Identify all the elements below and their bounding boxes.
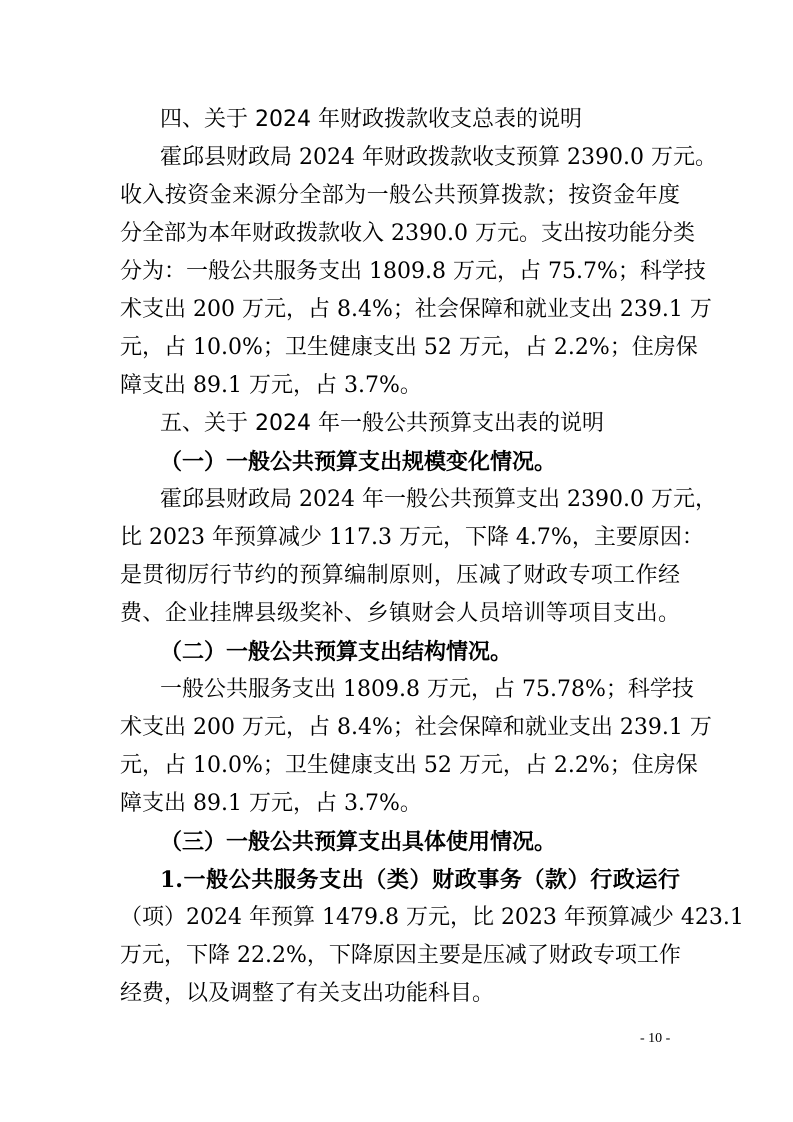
paragraph-line: 万元，下降 22.2%，下降原因主要是压减了财政专项工作 bbox=[120, 943, 681, 968]
paragraph-line: （项）2024 年预算 1479.8 万元，比 2023 年预算减少 423.1 bbox=[120, 905, 744, 930]
paragraph-line: 经费，以及调整了有关支出功能科目。 bbox=[120, 981, 495, 1006]
page-number: - 10 - bbox=[640, 1031, 671, 1046]
paragraph-line: 比 2023 年预算减少 117.3 万元，下降 4.7%，主要原因： bbox=[120, 525, 704, 550]
paragraph-line: 障支出 89.1 万元，占 3.7%。 bbox=[120, 373, 422, 398]
paragraph-line: 霍邱县财政局 2024 年一般公共预算支出 2390.0 万元， bbox=[160, 487, 717, 512]
subsection-heading-3: （三）一般公共预算支出具体使用情况。 bbox=[160, 829, 557, 855]
paragraph-line: 一般公共服务支出 1809.8 万元，占 75.78%；科学技 bbox=[160, 677, 694, 702]
paragraph-line: 分为：一般公共服务支出 1809.8 万元，占 75.7%；科学技 bbox=[120, 259, 706, 284]
paragraph-line: 分全部为本年财政拨款收入 2390.0 万元。支出按功能分类 bbox=[120, 221, 695, 246]
paragraph-line: 术支出 200 万元，占 8.4%；社会保障和就业支出 239.1 万 bbox=[120, 297, 712, 322]
paragraph-line: 元，占 10.0%；卫生健康支出 52 万元，占 2.2%；住房保 bbox=[120, 753, 698, 778]
subsection-heading-2: （二）一般公共预算支出结构情况。 bbox=[160, 639, 513, 665]
paragraph-line: 术支出 200 万元，占 8.4%；社会保障和就业支出 239.1 万 bbox=[120, 715, 712, 740]
paragraph-line: 收入按资金来源分全部为一般公共预算拨款；按资金年度 bbox=[120, 183, 680, 208]
item-heading: 1.一般公共服务支出（类）财政事务（款）行政运行 bbox=[160, 867, 680, 893]
paragraph-line: 费、企业挂牌县级奖补、乡镇财会人员培训等项目支出。 bbox=[120, 601, 680, 626]
section-heading-4: 四、关于 2024 年财政拨款收支总表的说明 bbox=[160, 107, 582, 132]
section-heading-5: 五、关于 2024 年一般公共预算支出表的说明 bbox=[160, 411, 604, 436]
subsection-heading-1: （一）一般公共预算支出规模变化情况。 bbox=[160, 449, 557, 475]
paragraph-line: 霍邱县财政局 2024 年财政拨款收支预算 2390.0 万元。 bbox=[160, 145, 717, 170]
paragraph-line: 是贯彻厉行节约的预算编制原则，压减了财政专项工作经 bbox=[120, 563, 680, 588]
paragraph-line: 障支出 89.1 万元，占 3.7%。 bbox=[120, 791, 422, 816]
paragraph-line: 元，占 10.0%；卫生健康支出 52 万元，占 2.2%；住房保 bbox=[120, 335, 698, 360]
